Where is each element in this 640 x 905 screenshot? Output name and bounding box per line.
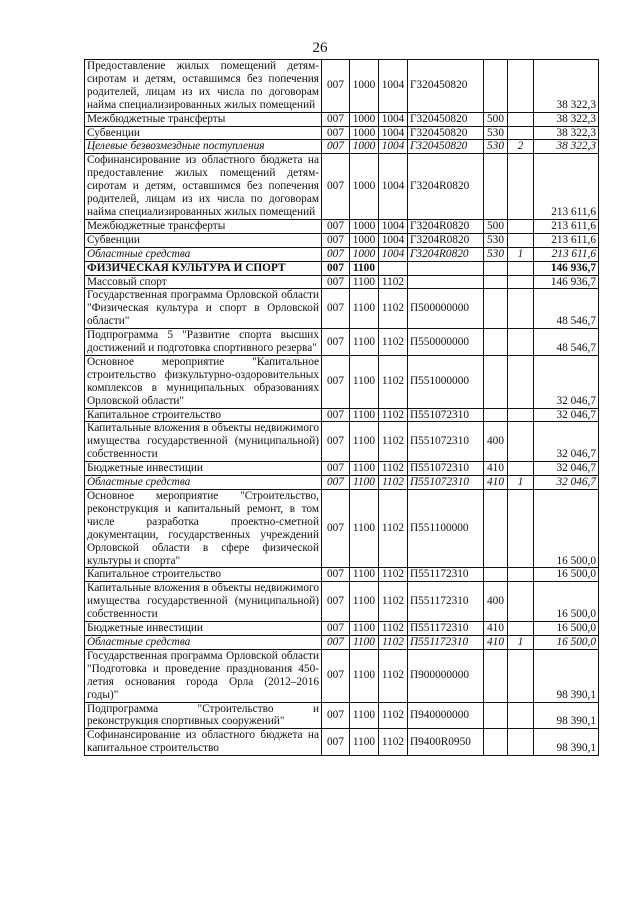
expense-type-cell: 400: [484, 422, 508, 462]
amount-cell: 16 500,0: [534, 635, 599, 649]
glv-code-cell: 007: [322, 702, 350, 729]
amount-cell: 48 546,7: [534, 329, 599, 356]
row-name-cell: Предоставление жилых помещений детям-сиротам и детям, оставшимся без попечения родителей, лицам из их числа по договорам найма специализированных жилых помещений: [85, 60, 322, 113]
section-code-cell: 1000: [350, 140, 379, 154]
source-cell: [508, 568, 534, 582]
table-row: [85, 329, 599, 356]
table-row: [85, 247, 599, 261]
section-code-cell: 1000: [350, 60, 379, 113]
row-name-cell: Капитальные вложения в объекты недвижимого имущества государственной (муниципальной) собственности: [85, 582, 322, 622]
glv-code-cell: 007: [322, 233, 350, 247]
subsection-code-cell: 1004: [379, 247, 408, 261]
section-code-cell: 1100: [350, 490, 379, 568]
target-article-cell: Г3204R0820: [408, 233, 484, 247]
subsection-code-cell: 1102: [379, 289, 408, 329]
subsection-code-cell: 1004: [379, 112, 408, 126]
expense-type-cell: 500: [484, 112, 508, 126]
source-cell: [508, 490, 534, 568]
section-code-cell: 1000: [350, 112, 379, 126]
target-article-cell: Г320450820: [408, 60, 484, 113]
row-name-cell: Межбюджетные трансферты: [85, 112, 322, 126]
expense-type-cell: [484, 568, 508, 582]
subsection-code-cell: 1004: [379, 126, 408, 140]
amount-cell: 98 390,1: [534, 729, 599, 756]
target-article-cell: П940000000: [408, 702, 484, 729]
source-cell: [508, 126, 534, 140]
expense-type-cell: [484, 702, 508, 729]
amount-cell: 38 322,3: [534, 112, 599, 126]
table-row: [85, 154, 599, 220]
table-row: [85, 60, 599, 113]
expense-type-cell: [484, 408, 508, 422]
subsection-code-cell: 1102: [379, 422, 408, 462]
target-article-cell: П551100000: [408, 490, 484, 568]
glv-code-cell: 007: [322, 112, 350, 126]
row-name-cell: Софинансирование из областного бюджета на капитальное строительство: [85, 729, 322, 756]
section-code-cell: 1100: [350, 649, 379, 702]
amount-cell: 146 936,7: [534, 261, 599, 275]
section-code-cell: 1100: [350, 702, 379, 729]
subsection-code-cell: 1004: [379, 60, 408, 113]
glv-code-cell: 007: [322, 408, 350, 422]
glv-code-cell: 007: [322, 219, 350, 233]
table-row: [85, 490, 599, 568]
row-name-cell: Целевые безвозмездные поступления: [85, 140, 322, 154]
row-name-cell: Областные средства: [85, 247, 322, 261]
table-row: [85, 233, 599, 247]
expense-type-cell: 530: [484, 247, 508, 261]
subsection-code-cell: 1102: [379, 729, 408, 756]
target-article-cell: Г3204R0820: [408, 247, 484, 261]
glv-code-cell: 007: [322, 649, 350, 702]
source-cell: [508, 233, 534, 247]
subsection-code-cell: 1102: [379, 355, 408, 408]
section-code-cell: 1000: [350, 247, 379, 261]
subsection-code-cell: 1102: [379, 702, 408, 729]
target-article-cell: П551172310: [408, 582, 484, 622]
source-cell: 1: [508, 247, 534, 261]
section-code-cell: 1100: [350, 622, 379, 636]
glv-code-cell: 007: [322, 582, 350, 622]
row-name-cell: Капитальное строительство: [85, 408, 322, 422]
table-row: [85, 422, 599, 462]
row-name-cell: Капитальное строительство: [85, 568, 322, 582]
amount-cell: 213 611,6: [534, 154, 599, 220]
table-row: [85, 635, 599, 649]
expense-type-cell: [484, 275, 508, 289]
table-row: [85, 622, 599, 636]
amount-cell: 213 611,6: [534, 247, 599, 261]
glv-code-cell: 007: [322, 261, 350, 275]
subsection-code-cell: 1102: [379, 635, 408, 649]
source-cell: 2: [508, 140, 534, 154]
subsection-code-cell: 1004: [379, 140, 408, 154]
row-name-cell: Бюджетные инвестиции: [85, 622, 322, 636]
source-cell: [508, 355, 534, 408]
source-cell: [508, 261, 534, 275]
target-article-cell: П551072310: [408, 408, 484, 422]
subsection-code-cell: 1004: [379, 219, 408, 233]
source-cell: [508, 422, 534, 462]
row-name-cell: Областные средства: [85, 635, 322, 649]
row-name-cell: ФИЗИЧЕСКАЯ КУЛЬТУРА И СПОРТ: [85, 261, 322, 275]
amount-cell: 16 500,0: [534, 490, 599, 568]
expense-type-cell: 410: [484, 635, 508, 649]
target-article-cell: Г320450820: [408, 140, 484, 154]
section-code-cell: 1000: [350, 219, 379, 233]
glv-code-cell: 007: [322, 729, 350, 756]
section-code-cell: 1100: [350, 462, 379, 476]
table-row: [85, 140, 599, 154]
table-row: [85, 702, 599, 729]
source-cell: [508, 622, 534, 636]
glv-code-cell: 007: [322, 355, 350, 408]
subsection-code-cell: 1102: [379, 649, 408, 702]
amount-cell: 32 046,7: [534, 422, 599, 462]
amount-cell: 16 500,0: [534, 622, 599, 636]
source-cell: [508, 582, 534, 622]
source-cell: [508, 408, 534, 422]
row-name-cell: Массовый спорт: [85, 275, 322, 289]
table-row: [85, 289, 599, 329]
expense-type-cell: 530: [484, 233, 508, 247]
section-code-cell: 1100: [350, 568, 379, 582]
amount-cell: 32 046,7: [534, 355, 599, 408]
target-article-cell: П551000000: [408, 355, 484, 408]
expense-type-cell: 410: [484, 622, 508, 636]
row-name-cell: Основное мероприятие "Строительство, реконструкция и капитальный ремонт, в том числе разработка проектно-сметной документации, государственных учреждений Орловской области в сфере физической культуры и спорта": [85, 490, 322, 568]
target-article-cell: [408, 275, 484, 289]
glv-code-cell: 007: [322, 60, 350, 113]
glv-code-cell: 007: [322, 476, 350, 490]
amount-cell: 32 046,7: [534, 476, 599, 490]
section-code-cell: 1100: [350, 422, 379, 462]
source-cell: [508, 112, 534, 126]
table-row: [85, 112, 599, 126]
target-article-cell: Г3204R0820: [408, 219, 484, 233]
glv-code-cell: 007: [322, 490, 350, 568]
table-row: [85, 568, 599, 582]
expense-type-cell: 500: [484, 219, 508, 233]
target-article-cell: П551072310: [408, 422, 484, 462]
table-row: [85, 476, 599, 490]
glv-code-cell: 007: [322, 422, 350, 462]
amount-cell: 146 936,7: [534, 275, 599, 289]
row-name-cell: Подпрограмма "Строительство и реконструкция спортивных сооружений": [85, 702, 322, 729]
row-name-cell: Межбюджетные трансферты: [85, 219, 322, 233]
section-code-cell: 1100: [350, 408, 379, 422]
row-name-cell: Подпрограмма 5 "Развитие спорта высших достижений и подготовка спортивного резерва": [85, 329, 322, 356]
subsection-code-cell: 1102: [379, 329, 408, 356]
table-row: [85, 261, 599, 275]
amount-cell: 38 322,3: [534, 60, 599, 113]
row-name-cell: Областные средства: [85, 476, 322, 490]
expense-type-cell: [484, 154, 508, 220]
source-cell: [508, 154, 534, 220]
subsection-code-cell: 1102: [379, 490, 408, 568]
subsection-code-cell: 1102: [379, 568, 408, 582]
target-article-cell: П900000000: [408, 649, 484, 702]
amount-cell: 32 046,7: [534, 408, 599, 422]
glv-code-cell: 007: [322, 154, 350, 220]
section-code-cell: 1100: [350, 729, 379, 756]
subsection-code-cell: 1102: [379, 275, 408, 289]
subsection-code-cell: [379, 261, 408, 275]
amount-cell: 38 322,3: [534, 140, 599, 154]
table-row: [85, 582, 599, 622]
page-number: 26: [312, 40, 328, 56]
expense-type-cell: [484, 60, 508, 113]
amount-cell: 16 500,0: [534, 568, 599, 582]
section-code-cell: 1100: [350, 582, 379, 622]
row-name-cell: Бюджетные инвестиции: [85, 462, 322, 476]
subsection-code-cell: 1102: [379, 582, 408, 622]
glv-code-cell: 007: [322, 289, 350, 329]
expense-type-cell: [484, 329, 508, 356]
glv-code-cell: 007: [322, 247, 350, 261]
expense-type-cell: [484, 649, 508, 702]
source-cell: [508, 729, 534, 756]
target-article-cell: П551072310: [408, 462, 484, 476]
expense-type-cell: [484, 355, 508, 408]
glv-code-cell: 007: [322, 126, 350, 140]
target-article-cell: П9400R0950: [408, 729, 484, 756]
target-article-cell: Г320450820: [408, 112, 484, 126]
section-code-cell: 1000: [350, 233, 379, 247]
subsection-code-cell: 1102: [379, 408, 408, 422]
section-code-cell: 1100: [350, 289, 379, 329]
source-cell: 1: [508, 635, 534, 649]
source-cell: [508, 649, 534, 702]
subsection-code-cell: 1102: [379, 622, 408, 636]
expense-type-cell: 410: [484, 462, 508, 476]
section-code-cell: 1000: [350, 126, 379, 140]
glv-code-cell: 007: [322, 275, 350, 289]
table-row: [85, 649, 599, 702]
row-name-cell: Государственная программа Орловской области "Подготовка и проведение празднования 450-летия основания города Орла (2012–2016 годы)": [85, 649, 322, 702]
subsection-code-cell: 1004: [379, 154, 408, 220]
glv-code-cell: 007: [322, 635, 350, 649]
expense-type-cell: [484, 289, 508, 329]
subsection-code-cell: 1102: [379, 462, 408, 476]
source-cell: 1: [508, 476, 534, 490]
glv-code-cell: 007: [322, 462, 350, 476]
source-cell: [508, 702, 534, 729]
target-article-cell: П551172310: [408, 635, 484, 649]
source-cell: [508, 219, 534, 233]
amount-cell: 213 611,6: [534, 233, 599, 247]
amount-cell: 32 046,7: [534, 462, 599, 476]
section-code-cell: 1100: [350, 635, 379, 649]
target-article-cell: П551172310: [408, 622, 484, 636]
expense-type-cell: 410: [484, 476, 508, 490]
source-cell: [508, 289, 534, 329]
section-code-cell: 1000: [350, 154, 379, 220]
source-cell: [508, 275, 534, 289]
row-name-cell: Субвенции: [85, 233, 322, 247]
target-article-cell: Г320450820: [408, 126, 484, 140]
table-row: [85, 729, 599, 756]
glv-code-cell: 007: [322, 329, 350, 356]
section-code-cell: 1100: [350, 476, 379, 490]
target-article-cell: [408, 261, 484, 275]
glv-code-cell: 007: [322, 140, 350, 154]
row-name-cell: Софинансирование из областного бюджета на предоставление жилых помещений детям-сиротам и детям, оставшимся без попечения родителей, лицам из их числа по договорам найма специализированных жилых помещений: [85, 154, 322, 220]
row-name-cell: Основное мероприятие "Капитальное строительство физкультурно-оздоровительных комплексов в муниципальных образованиях Орловской области": [85, 355, 322, 408]
expense-type-cell: 530: [484, 140, 508, 154]
expense-type-cell: [484, 729, 508, 756]
budget-table: [84, 59, 599, 756]
source-cell: [508, 60, 534, 113]
table-body: [85, 60, 599, 756]
subsection-code-cell: 1102: [379, 476, 408, 490]
source-cell: [508, 329, 534, 356]
table-row: [85, 355, 599, 408]
target-article-cell: П551172310: [408, 568, 484, 582]
amount-cell: 98 390,1: [534, 702, 599, 729]
target-article-cell: П500000000: [408, 289, 484, 329]
row-name-cell: Государственная программа Орловской области "Физическая культура и спорт в Орловской области": [85, 289, 322, 329]
table-row: [85, 408, 599, 422]
expense-type-cell: [484, 490, 508, 568]
table-row: [85, 275, 599, 289]
section-code-cell: 1100: [350, 329, 379, 356]
amount-cell: 98 390,1: [534, 649, 599, 702]
table-row: [85, 219, 599, 233]
section-code-cell: 1100: [350, 355, 379, 408]
amount-cell: 16 500,0: [534, 582, 599, 622]
source-cell: [508, 462, 534, 476]
amount-cell: 213 611,6: [534, 219, 599, 233]
amount-cell: 48 546,7: [534, 289, 599, 329]
row-name-cell: Капитальные вложения в объекты недвижимого имущества государственной (муниципальной) собственности: [85, 422, 322, 462]
target-article-cell: П551072310: [408, 476, 484, 490]
section-code-cell: 1100: [350, 275, 379, 289]
glv-code-cell: 007: [322, 568, 350, 582]
expense-type-cell: [484, 261, 508, 275]
target-article-cell: П550000000: [408, 329, 484, 356]
row-name-cell: Субвенции: [85, 126, 322, 140]
table-row: [85, 126, 599, 140]
table-row: [85, 462, 599, 476]
expense-type-cell: 400: [484, 582, 508, 622]
section-code-cell: 1100: [350, 261, 379, 275]
amount-cell: 38 322,3: [534, 126, 599, 140]
glv-code-cell: 007: [322, 622, 350, 636]
expense-type-cell: 530: [484, 126, 508, 140]
subsection-code-cell: 1004: [379, 233, 408, 247]
target-article-cell: Г3204R0820: [408, 154, 484, 220]
